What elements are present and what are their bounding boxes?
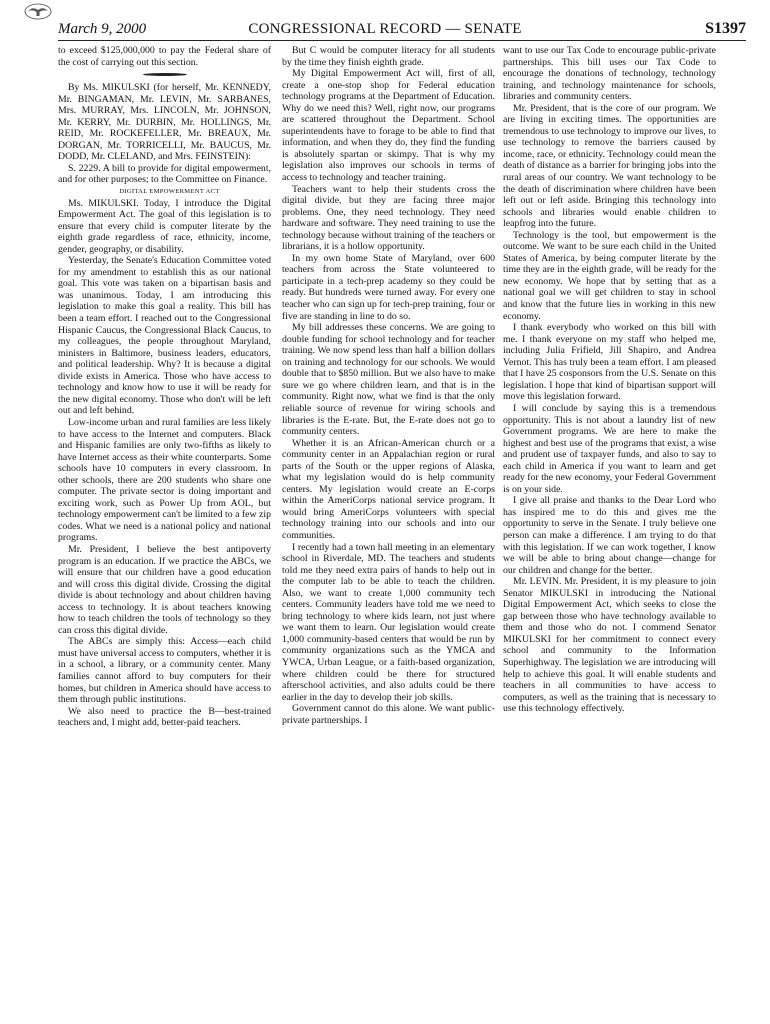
paragraph: In my own home State of Maryland, over 600 teachers from across the State volunteered to participate in a tech-prep academy so they could be ready. But hundreds were turned away. For every one teacher who can sign up for tech-prep training, four or five are standing in line to do so. — [282, 252, 495, 322]
header-date: March 9, 2000 — [58, 21, 147, 37]
paragraph: to exceed $125,000,000 to pay the Federal share of the cost of carrying out this section. — [58, 45, 271, 68]
paragraph: Yesterday, the Senate's Education Committee voted for my amendment to establish this as our national goal. This vote was taken on a bipartisan basis and was unanimous. Today, I am introducing this legislation to make this goal a reality. This bill has been a team effort. I reached out to the Congressional Hispanic Caucus, the Congressional Black Caucus, to my colleagues, the people throughout Maryland, ministers in Baltimore, business leaders, educators, and political leadership. Why? It is because a digital divide exists in America. Those who have access to technology and know how to use it will be ready for the new digital economy. Those who don't will be left out and left behind. — [58, 255, 271, 417]
paragraph: But C would be computer literacy for all students by the time they finish eighth grade. — [282, 45, 495, 68]
paragraph: I thank everybody who worked on this bill with me. I thank everyone on my staff who helped me, including Julia Frifield, Jill Shapiro, and Andrea Vernot. This has truly been a team effort. I am pleased that I have 25 cosponsors from the U.S. Senate on this legislation. I hope that kind of bipartisan support will move this legislation forward. — [503, 322, 716, 403]
paragraph: The ABCs are simply this: Access—each child must have universal access to computers, whether it is in a school, a library, or a community center. Many families cannot afford to buy computers for their homes, but children in America should have access to them through public institutions. — [58, 636, 271, 706]
header-rule — [58, 40, 746, 41]
column-3 — [503, 45, 716, 1015]
paragraph: My bill addresses these concerns. We are going to double funding for school technology and for teacher training. We now spend less than half a billion dollars on training and technology for our schools. We would double that to $850 million. But we also have to make sure we go where children learn, and that is in the community. Right now, what we find is that the only reliable source of revenue for wiring schools and libraries is the E-rate. But, the E-rate does not go to community centers. — [282, 322, 495, 438]
bill-description: S. 2229. A bill to provide for digital empowerment, and for other purposes; to the Committee on Finance. — [58, 162, 271, 186]
column-1 — [58, 45, 271, 1015]
header-title: CONGRESSIONAL RECORD — SENATE — [248, 21, 522, 37]
section-divider — [143, 73, 187, 76]
paragraph: Government cannot do this alone. We want public-private partnerships. I — [282, 703, 495, 726]
paragraph: I will conclude by saying this is a tremendous opportunity. This is not about a laundry list of new Government programs. We are here to make the highest and best use of the programs that exist, a wise and prudent use of taxpayer funds, and also to say to each child in America if you want to learn and get ready for the new economy, your Federal Government is on your side. — [503, 402, 716, 495]
paragraph: Technology is the tool, but empowerment is the outcome. We want to be sure each child in the United States of America, by being computer literate by the time they are in the eighth grade, will be ready for the new economy. We hope that by setting that as a national goal we will get children to stay in school and know that the future lies in working in this new economy. — [503, 229, 716, 322]
column-2 — [282, 45, 495, 1015]
paragraph: Mr. LEVIN. Mr. President, it is my pleasure to join Senator MIKULSKI in introducing the National Digital Empowerment Act, which seeks to close the gap between those who have technology available to them and those who do not. I commend Senator MIKULSKI for her commitment to connect every school and community to the Information Superhighway. The legislation we are introducing will help to achieve this goal. It will enable students and teachers in all communities to have access to computers, as well as the training that is necessary to use this technology effectively. — [503, 576, 716, 715]
section-heading: DIGITAL EMPOWERMENT ACT — [119, 188, 220, 196]
paragraph: Mr. President, that is the core of our program. We are living in exciting times. The opportunities are tremendous to use technology to improve our lives, to use technology to remove the barriers caused by income, race, or ethnicity. Technology could mean the death of distance as a barrier for bringing jobs into the rural areas of our country. We want technology to be the death of discrimination where children have been left out or left aside. Bringing this technology into schools and libraries would enable children to leapfrog into the future. — [503, 102, 716, 230]
paragraph: My Digital Empowerment Act will, first of all, create a one-stop shop for Federal education technology programs at the Department of Education. Why do we need this? Well, right now, our programs are scattered throughout the Department. School superintendents have to forage to be able to find that information, and when they do, they find the funding is absolutely spartan or skimpy. That is why my legislation also improves our schools in terms of access to technology and teacher training. — [282, 68, 495, 184]
paragraph: We also need to practice the B—best-trained teachers and, I might add, better-paid teachers. — [58, 705, 271, 729]
paragraph: Low-income urban and rural families are less likely to have access to the Internet and computers. Black and Hispanic families are only two-fifths as likely to have Internet access as their white counterparts. Some schools have 10 computers in every classroom. In other schools, there are 200 students who share one computer. The private sector is doing important and exciting work, such as Power Up from AOL, but technology empowerment can't be limited to a few zip codes. What we need is a national policy and national programs. — [58, 416, 271, 544]
header-page-number: S1397 — [705, 20, 746, 37]
paragraph: Ms. MIKULSKI. Today, I introduce the Digital Empowerment Act. The goal of this legislation is to ensure that every child is computer literate by the eighth grade regardless of race, ethnicity, income, gender, geography, or disability. — [58, 197, 271, 255]
paragraph: Whether it is an African-American church or a community center in an Appalachian region or rural parts of the South or the upper regions of Alaska, what my legislation would do is help community centers. My legislation would create an E-corps within the AmeriCorps national service program. It would bring AmeriCorps volunteers with special technology training into our schools and into our communities. — [282, 437, 495, 541]
paragraph: I recently had a town hall meeting in an elementary school in Riverdale, MD. The teachers and students told me they need extra pairs of hands to help out in the computer lab to be able to teach the children. Also, we want to create 1,000 community tech centers. Community leaders have told me we need to bring technology to where kids learn, not just where we want them to learn. Our legislation would create 1,000 community-based centers that would be run by community organizations such as the YMCA and YWCA, Urban League, or a faith-based organization, where children could be there for structured afterschool activities, and also adults could be there earlier in the day to develop their job skills. — [282, 541, 495, 703]
paragraph: Mr. President, I believe the best antipoverty program is an education. If we practice the ABCs, we will ensure that our children have a good education and will cross this digital divide. Crossing the digital divide is about technology and about children having access to technology. It is about teachers knowing how to teach children the tools of technology so they can cross this digital divide. — [58, 543, 271, 636]
paragraph: I give all praise and thanks to the Dear Lord who has inspired me to do this and gives me the opportunity to serve in the Senate. I truly believe one person can make a difference. I am trying to do that with this legislation. If we can work together, I know we will be able to bring about change—change for our children and change for the better. — [503, 495, 716, 576]
paragraph: Teachers want to help their students cross the digital divide, but they are facing three major problems. One, they need technology. They need hardware and software. They need training to use the technology because without training of the teachers or librarians, it is a hollow opportunity. — [282, 183, 495, 253]
paragraph: want to use our Tax Code to encourage public-private partnerships. This bill uses our Tax Code to encourage the donations of technology, technology training, and technology maintenance for schools, libraries and community centers. — [503, 45, 716, 103]
sponsor-list: By Ms. MIKULSKI (for herself, Mr. KENNEDY, Mr. BINGAMAN, Mr. LEVIN, Mr. SARBANES, Mrs. MURRAY, Mrs. LINCOLN, Mr. JOHNSON, Mr. KERRY, Mr. DURBIN, Mr. HOLLINGS, Mr. REID, Mr. ROCKEFELLER, Mr. BREAUX, Mr. DORGAN, Mr. TORRICELLI, Mr. BAUCUS, Mr. DODD, Mr. CLELAND, and Mrs. FEINSTEIN): — [58, 82, 271, 163]
eagle-seal-icon — [24, 3, 52, 20]
